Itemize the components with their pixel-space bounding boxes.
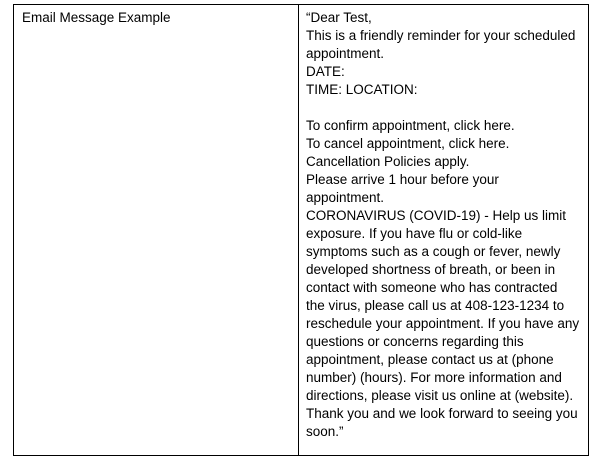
message-line: This is a friendly reminder for your scheduled <box>306 28 576 43</box>
message-line: contact with someone who has contracted <box>306 280 558 295</box>
message-line: questions or concerns regarding this <box>306 334 524 349</box>
message-line: symptoms such as a cough or fever, newly <box>306 244 561 259</box>
message-line: DATE: <box>306 64 345 79</box>
message-line: appointment. <box>306 190 385 205</box>
confirm-appointment-text: To confirm appointment, click here. <box>306 118 515 133</box>
email-example-table <box>13 4 589 456</box>
message-cell <box>306 9 588 441</box>
message-line: Cancellation Policies apply. <box>306 154 470 169</box>
text-cursor <box>588 414 589 425</box>
cancel-appointment-text: To cancel appointment, click here. <box>306 136 510 151</box>
message-line: number) (hours). For more information and <box>306 370 562 385</box>
message-line: TIME: LOCATION: <box>306 82 418 97</box>
message-line: developed shortness of breath, or been in <box>306 262 556 277</box>
message-line: Please arrive 1 hour before your <box>306 172 499 187</box>
message-line: directions, please visit us online at (website). <box>306 388 574 403</box>
message-line: appointment, please contact us at (phone <box>306 352 554 367</box>
message-line: reschedule your appointment. If you have any <box>306 316 580 331</box>
message-line: soon.” <box>306 424 344 439</box>
label-cell: Email Message Example <box>22 10 171 25</box>
blank-line <box>306 99 588 117</box>
message-line: exposure. If you have flu or cold-like <box>306 226 523 241</box>
message-line: CORONAVIRUS (COVID-19) - Help us limit <box>306 208 567 223</box>
message-line: appointment. <box>306 46 385 61</box>
column-divider <box>298 5 299 455</box>
message-line: the virus, please call us at 408-123-1234 to <box>306 298 565 313</box>
message-line: Thank you and we look forward to seeing you <box>306 406 578 421</box>
message-line: “Dear Test, <box>306 10 372 25</box>
